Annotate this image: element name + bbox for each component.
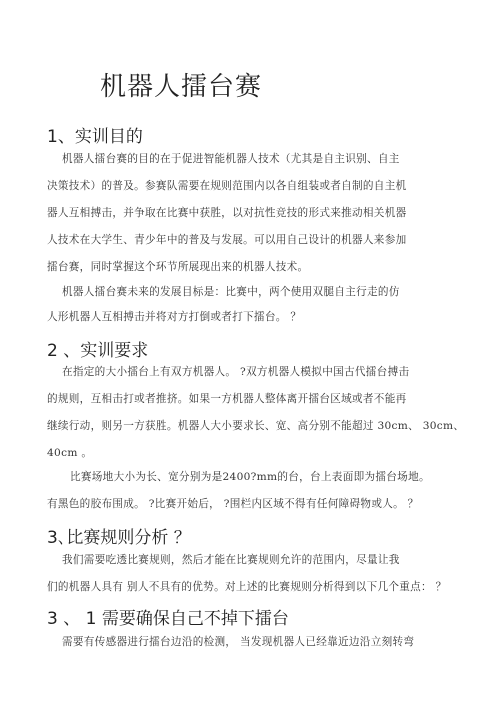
paragraph-line: 比赛场地大小为长、宽分别为是2400?mm的台，台上表面即为擂台场地。: [70, 471, 430, 483]
paragraph-line: 器人互相搏击，并争取在比赛中获胜，以对抗性竞技的形式来推动相关机器: [47, 207, 407, 219]
paragraph-line: 40cm 。: [47, 447, 93, 459]
paragraph-line: 决策技术）的普及。参赛队需要在规则范围内以各自组装或者自制的自主机: [47, 180, 407, 192]
paragraph-line: 的规则，互相击打或者推挤。如果一方机器人整体离开擂台区域或者不能再: [47, 393, 407, 405]
paragraph-line: 我们需要吃透比赛规则，然后才能在比赛规则允许的范围内，尽量让我: [62, 554, 400, 566]
document-title: 机器人擂台赛: [100, 72, 263, 102]
paragraph-line: 人技术在大学生、青少年中的普及与发展。可以用自己设计的机器人来参加: [47, 234, 407, 246]
paragraph-line: 擂台赛，同时掌握这个环节所展现出来的机器人技术。: [47, 261, 309, 273]
paragraph-line: 机器人擂台赛未来的发展目标是：比赛中，两个使用双腿自主行走的仿: [62, 286, 400, 298]
section-heading: 1、实训目的: [47, 127, 143, 147]
paragraph-line: 在指定的大小擂台上有双方机器人。 ?双方机器人模拟中国古代擂台搏击: [62, 366, 410, 378]
section-heading: 3 、 1 需要确保自己不掉下擂台: [47, 609, 289, 629]
paragraph-line: 人形机器人互相搏击并将对方打倒或者打下擂台。 ？: [47, 311, 302, 323]
section-heading: 3､比赛规则分析 ？: [47, 528, 191, 548]
paragraph-line: 机器人擂台赛的目的在于促进智能机器人技术（尤其是自主识别、自主: [62, 153, 400, 165]
section-heading: 2 、实训要求: [47, 341, 149, 361]
paragraph-line: 们的机器人具有 别人不具有的优势。对上述的比赛规则分析得到以下几个重点： ？: [47, 581, 447, 593]
paragraph-line: 继续行动，则另一方获胜。机器人大小要求长、宽、高分别不能超过 30cm、 30cm、: [47, 420, 465, 432]
paragraph-line: 有黑色的胶布围成。 ?比赛开始后， ?围栏内区域不得有任何障碍物或人。 ？: [47, 498, 419, 510]
paragraph-line: 需要有传感器进行擂台边沿的检测， 当发现机器人已经靠近边沿立刻转弯: [62, 636, 415, 648]
